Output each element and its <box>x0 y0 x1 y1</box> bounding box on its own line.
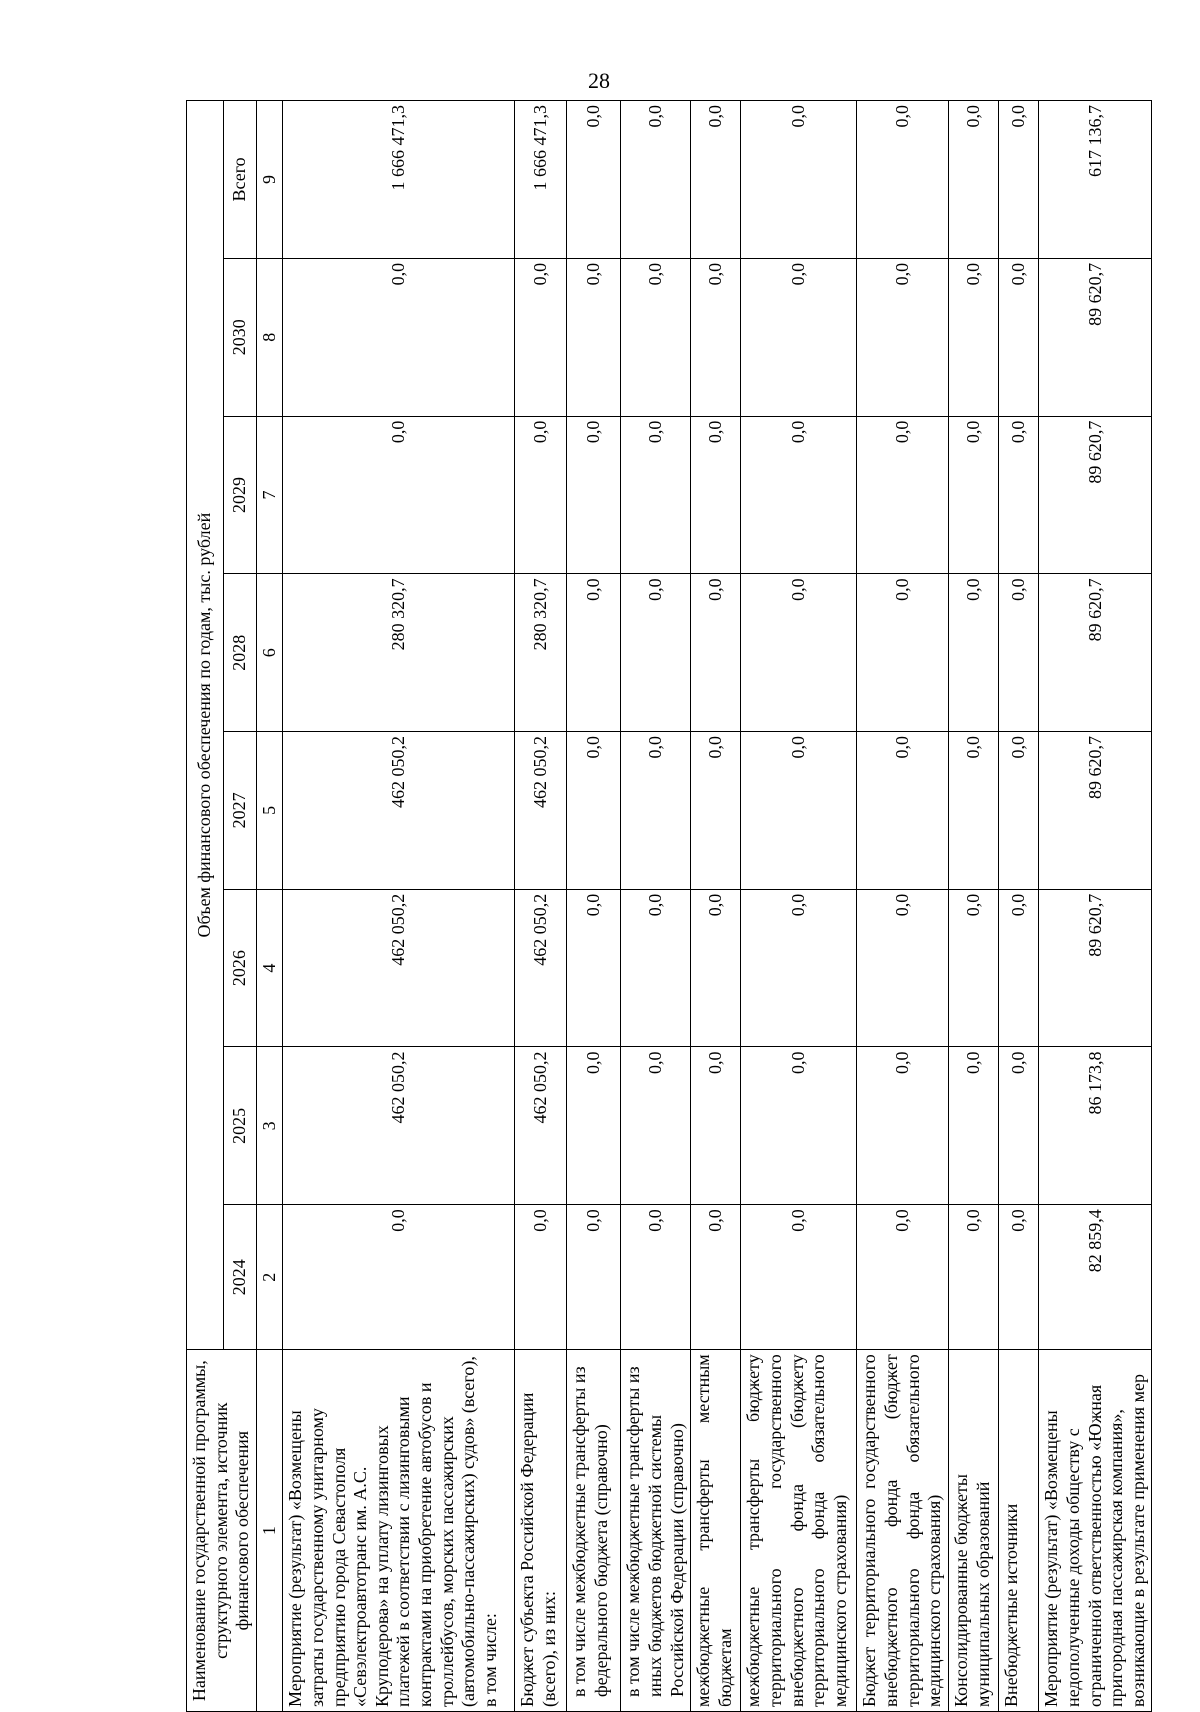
row-value: 617 136,7 <box>1039 101 1152 259</box>
table-row <box>857 101 949 1712</box>
column-number: 1 <box>256 1350 283 1712</box>
row-value: 0,0 <box>515 416 567 574</box>
row-value: 0,0 <box>949 101 999 259</box>
header-volume-title: Объем финансового обеспечения по годам, тыс. рублей <box>187 101 224 1350</box>
row-value: 0,0 <box>691 1047 741 1205</box>
column-number: 9 <box>256 101 283 259</box>
column-number: 6 <box>256 574 283 732</box>
column-number: 7 <box>256 416 283 574</box>
row-value: 280 320,7 <box>515 574 567 732</box>
row-value: 0,0 <box>621 889 691 1047</box>
financing-table <box>186 100 1152 1712</box>
row-name: Мероприятие (результат) «Возмещены недополученные доходы обществу с ограниченной ответственностью «Южная пригородная пассажирская компания», возникающие в результате применения мер <box>1039 1350 1152 1712</box>
row-name: Бюджет субъекта Российской Федерации (всего), из них: <box>515 1350 567 1712</box>
table-row <box>283 101 515 1712</box>
row-value: 0,0 <box>741 416 857 574</box>
row-value: 0,0 <box>999 889 1039 1047</box>
row-value: 0,0 <box>621 416 691 574</box>
row-value: 0,0 <box>741 258 857 416</box>
row-value: 0,0 <box>999 574 1039 732</box>
page-number: 28 <box>588 68 610 93</box>
row-value: 0,0 <box>691 258 741 416</box>
row-value: 462 050,2 <box>283 732 515 890</box>
row-value: 0,0 <box>691 732 741 890</box>
row-value: 462 050,2 <box>515 1047 567 1205</box>
table-row <box>999 101 1039 1712</box>
row-name: Консолидированные бюджеты муниципальных образований <box>949 1350 999 1712</box>
row-value: 0,0 <box>283 416 515 574</box>
row-value: 0,0 <box>515 258 567 416</box>
row-value: 0,0 <box>999 416 1039 574</box>
row-value: 1 666 471,3 <box>283 101 515 259</box>
row-value: 0,0 <box>999 1047 1039 1205</box>
column-number: 5 <box>256 732 283 890</box>
table-row <box>949 101 999 1712</box>
table-row <box>567 101 621 1712</box>
row-name: Бюджет территориального государственного внебюджетного фонда (бюджет территориального фонда обязательного медицинского страхования) <box>857 1350 949 1712</box>
row-value: 0,0 <box>857 101 949 259</box>
row-value: 0,0 <box>621 574 691 732</box>
row-value: 0,0 <box>949 1205 999 1350</box>
row-value: 89 620,7 <box>1039 574 1152 732</box>
row-value: 0,0 <box>949 889 999 1047</box>
row-value: 0,0 <box>999 258 1039 416</box>
row-value: 0,0 <box>691 1205 741 1350</box>
table-row <box>515 101 567 1712</box>
row-value: 0,0 <box>567 574 621 732</box>
row-value: 0,0 <box>857 416 949 574</box>
row-value: 462 050,2 <box>515 732 567 890</box>
header-year: 2024 <box>224 1205 257 1350</box>
row-value: 0,0 <box>857 732 949 890</box>
row-value: 0,0 <box>857 889 949 1047</box>
row-value: 0,0 <box>621 1205 691 1350</box>
row-value: 0,0 <box>691 101 741 259</box>
column-number: 3 <box>256 1047 283 1205</box>
table-rotated-container <box>186 100 1148 1712</box>
row-value: 0,0 <box>949 732 999 890</box>
row-value: 0,0 <box>691 416 741 574</box>
header-total: Всего <box>224 101 257 259</box>
row-value: 89 620,7 <box>1039 258 1152 416</box>
row-value: 0,0 <box>741 574 857 732</box>
row-value: 462 050,2 <box>515 889 567 1047</box>
table-row <box>741 101 857 1712</box>
row-value: 0,0 <box>567 416 621 574</box>
column-number: 2 <box>256 1205 283 1350</box>
row-value: 0,0 <box>283 258 515 416</box>
row-value: 280 320,7 <box>283 574 515 732</box>
row-value: 0,0 <box>999 1205 1039 1350</box>
header-year: 2029 <box>224 416 257 574</box>
row-value: 0,0 <box>857 1205 949 1350</box>
row-value: 0,0 <box>999 101 1039 259</box>
row-value: 0,0 <box>567 732 621 890</box>
row-value: 0,0 <box>741 889 857 1047</box>
row-value: 0,0 <box>567 101 621 259</box>
row-value: 0,0 <box>691 889 741 1047</box>
row-value: 0,0 <box>283 1205 515 1350</box>
row-value: 0,0 <box>621 258 691 416</box>
row-value: 0,0 <box>515 1205 567 1350</box>
row-value: 0,0 <box>857 574 949 732</box>
table-row <box>621 101 691 1712</box>
column-number: 8 <box>256 258 283 416</box>
row-value: 0,0 <box>741 1047 857 1205</box>
row-value: 0,0 <box>741 1205 857 1350</box>
row-value: 0,0 <box>621 1047 691 1205</box>
row-name: Мероприятие (результат) «Возмещены затраты государственному унитарному предприятию города Севастополя «Севэлектроавтотранс им. А.С. Круподерова» на уплату лизинговых платежей в соответствии с лизинговыми контрактами на приобретение автобусов и троллейбусов, морских пассажирских (автомобильно-пассажирских) судов» (всего), в том числе: <box>283 1350 515 1712</box>
header-year: 2030 <box>224 258 257 416</box>
row-value: 0,0 <box>857 258 949 416</box>
row-value: 0,0 <box>949 574 999 732</box>
row-value: 0,0 <box>567 258 621 416</box>
row-name: Внебюджетные источники <box>999 1350 1039 1712</box>
row-value: 462 050,2 <box>283 889 515 1047</box>
header-name-col: Наименование государственной программы, структурного элемента, источник финансового обеспечения <box>187 1350 257 1712</box>
row-value: 0,0 <box>567 1047 621 1205</box>
row-value: 0,0 <box>567 889 621 1047</box>
row-value: 0,0 <box>949 258 999 416</box>
row-value: 0,0 <box>741 732 857 890</box>
row-value: 0,0 <box>949 416 999 574</box>
row-name: в том числе межбюджетные трансферты из федерального бюджета (справочно) <box>567 1350 621 1712</box>
row-value: 0,0 <box>621 101 691 259</box>
row-value: 462 050,2 <box>283 1047 515 1205</box>
row-value: 0,0 <box>691 574 741 732</box>
column-number: 4 <box>256 889 283 1047</box>
row-value: 89 620,7 <box>1039 732 1152 890</box>
row-value: 82 859,4 <box>1039 1205 1152 1350</box>
header-year: 2026 <box>224 889 257 1047</box>
column-numbers-row <box>256 101 283 1712</box>
row-value: 0,0 <box>621 732 691 890</box>
table-row <box>691 101 741 1712</box>
row-value: 1 666 471,3 <box>515 101 567 259</box>
row-value: 0,0 <box>999 732 1039 890</box>
row-name: межбюджетные трансферты местным бюджетам <box>691 1350 741 1712</box>
row-name: в том числе межбюджетные трансферты из иных бюджетов бюджетной системы Российской Федерации (справочно) <box>621 1350 691 1712</box>
row-value: 86 173,8 <box>1039 1047 1152 1205</box>
table-row <box>1039 101 1152 1712</box>
row-value: 0,0 <box>741 101 857 259</box>
row-value: 89 620,7 <box>1039 889 1152 1047</box>
row-value: 0,0 <box>567 1205 621 1350</box>
header-year: 2027 <box>224 732 257 890</box>
header-year: 2025 <box>224 1047 257 1205</box>
row-value: 0,0 <box>949 1047 999 1205</box>
row-name: межбюджетные трансферты бюджету территориального государственного внебюджетного фонда (бюджету территориального фонда обязательного медицинского страхования) <box>741 1350 857 1712</box>
row-value: 89 620,7 <box>1039 416 1152 574</box>
header-year: 2028 <box>224 574 257 732</box>
row-value: 0,0 <box>857 1047 949 1205</box>
